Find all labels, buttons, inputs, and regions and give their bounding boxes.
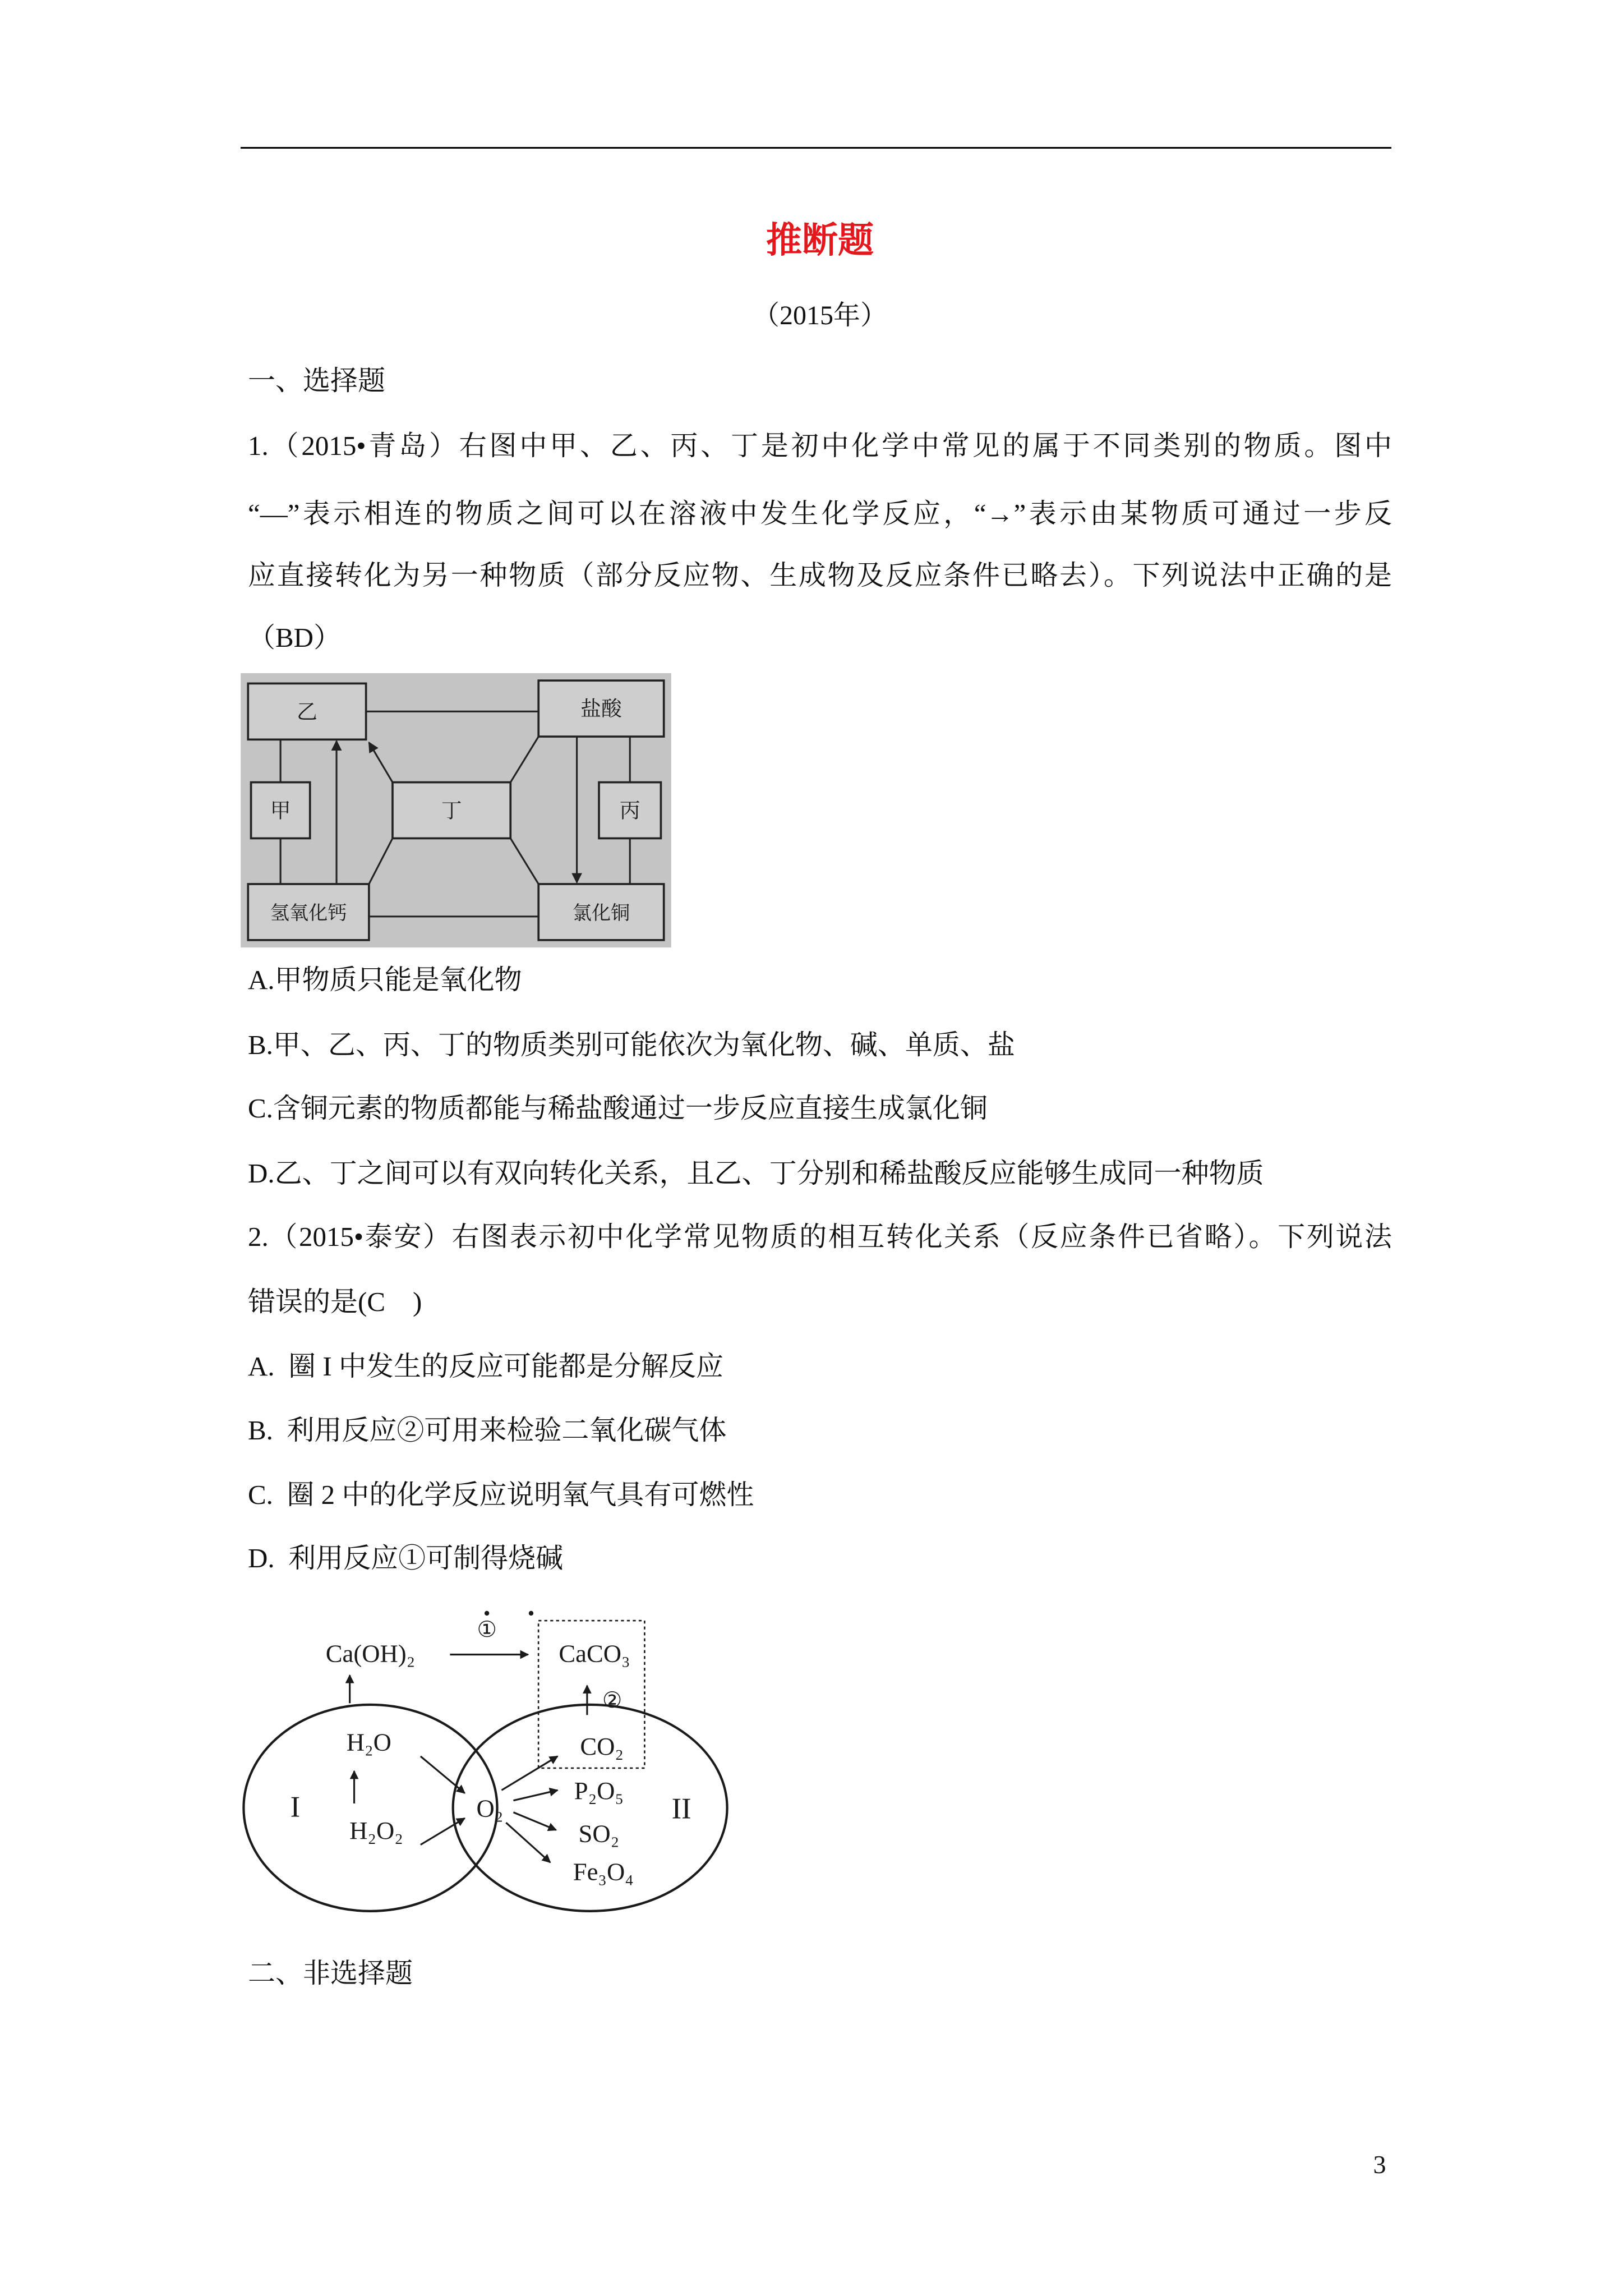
q2-option-a: A. 圈 I 中发生的反应可能都是分解反应 bbox=[248, 1351, 723, 1382]
label-h2o: H₂O bbox=[346, 1728, 391, 1756]
label-yansuan: 盐酸 bbox=[580, 697, 622, 721]
q1-option-c: C.含铜元素的物质都能与稀盐酸通过一步反应直接生成氯化铜 bbox=[248, 1093, 988, 1124]
q2-stem-line: 错误的是(C ) bbox=[248, 1286, 422, 1317]
label-ding: 丁 bbox=[441, 799, 462, 822]
label-h2o2: H₂O₂ bbox=[349, 1816, 403, 1845]
label-caco3: CaCO₃ bbox=[559, 1639, 630, 1668]
q1-diagram bbox=[241, 673, 671, 947]
label-fe3o4: Fe₃O₄ bbox=[573, 1857, 634, 1886]
page-title: 推断题 bbox=[766, 220, 874, 260]
label-jia: 甲 bbox=[270, 799, 291, 822]
section-heading-nonchoice: 二、非选择题 bbox=[248, 1958, 413, 1989]
q1-stem-line: “—”表示相连的物质之间可以在溶液中发生化学反应，“→”表示由某物质可通过一步反 bbox=[248, 498, 1392, 529]
q1-stem-line: 应直接转化为另一种物质（部分反应物、生成物及反应条件已略去）。下列说法中正确的是 bbox=[248, 560, 1392, 591]
q1-answer: （BD） bbox=[248, 622, 342, 653]
emphasis-dot bbox=[529, 1611, 533, 1616]
q2-stem-line: 2.（2015•泰安）右图表示初中化学常见物质的相互转化关系（反应条件已省略）。下列说法 bbox=[248, 1221, 1392, 1252]
page-number: 3 bbox=[1373, 2150, 1386, 2179]
section-heading-choice: 一、选择题 bbox=[248, 365, 386, 396]
q1-stem-line: 1.（2015•青岛）右图中甲、乙、丙、丁是初中化学中常见的属于不同类别的物质。图中 bbox=[248, 430, 1392, 461]
label-p2o5: P₂O₅ bbox=[574, 1777, 624, 1805]
q2-option-d: D. 利用反应①可制得烧碱 bbox=[248, 1543, 564, 1573]
q1-option-b: B.甲、乙、丙、丁的物质类别可能依次为氧化物、碱、单质、盐 bbox=[248, 1029, 1015, 1060]
q2-diagram bbox=[241, 1609, 730, 1918]
label-reaction-two: ② bbox=[602, 1688, 623, 1713]
q2-option-c: C. 圈 2 中的化学反应说明氧气具有可燃性 bbox=[248, 1479, 754, 1510]
arrow-o2-to-co2 bbox=[501, 1756, 557, 1790]
q1-option-a: A.甲物质只能是氧化物 bbox=[248, 964, 522, 995]
label-bing: 丙 bbox=[619, 799, 640, 822]
label-so2: SO₂ bbox=[578, 1819, 620, 1848]
arrow-o2-to-so2 bbox=[513, 1812, 556, 1830]
emphasis-dot bbox=[485, 1611, 489, 1616]
arrow-h2o2-to-o2 bbox=[421, 1818, 465, 1844]
label-co2: CO₂ bbox=[580, 1732, 624, 1761]
label-lvhuatong: 氯化铜 bbox=[572, 903, 630, 924]
label-circle-two: II bbox=[671, 1792, 691, 1825]
label-o2: O₂ bbox=[476, 1794, 504, 1823]
label-qingyanghuagai: 氢氧化钙 bbox=[270, 903, 347, 924]
label-circle-one: I bbox=[290, 1791, 301, 1824]
q1-option-d: D.乙、丁之间可以有双向转化关系，且乙、丁分别和稀盐酸反应能够生成同一种物质 bbox=[248, 1158, 1264, 1189]
arrow-o2-to-fe3o4 bbox=[506, 1823, 550, 1862]
header-rule bbox=[241, 147, 1391, 149]
q2-option-b: B. 利用反应②可用来检验二氧化碳气体 bbox=[248, 1415, 727, 1446]
page-subtitle: （2015年） bbox=[752, 301, 887, 330]
label-caoh2: Ca(OH)₂ bbox=[325, 1639, 416, 1668]
label-reaction-one: ① bbox=[477, 1617, 497, 1642]
arrow-h2o-to-o2 bbox=[421, 1756, 465, 1793]
label-yi: 乙 bbox=[297, 700, 317, 724]
arrow-o2-to-p2o5 bbox=[513, 1790, 557, 1800]
